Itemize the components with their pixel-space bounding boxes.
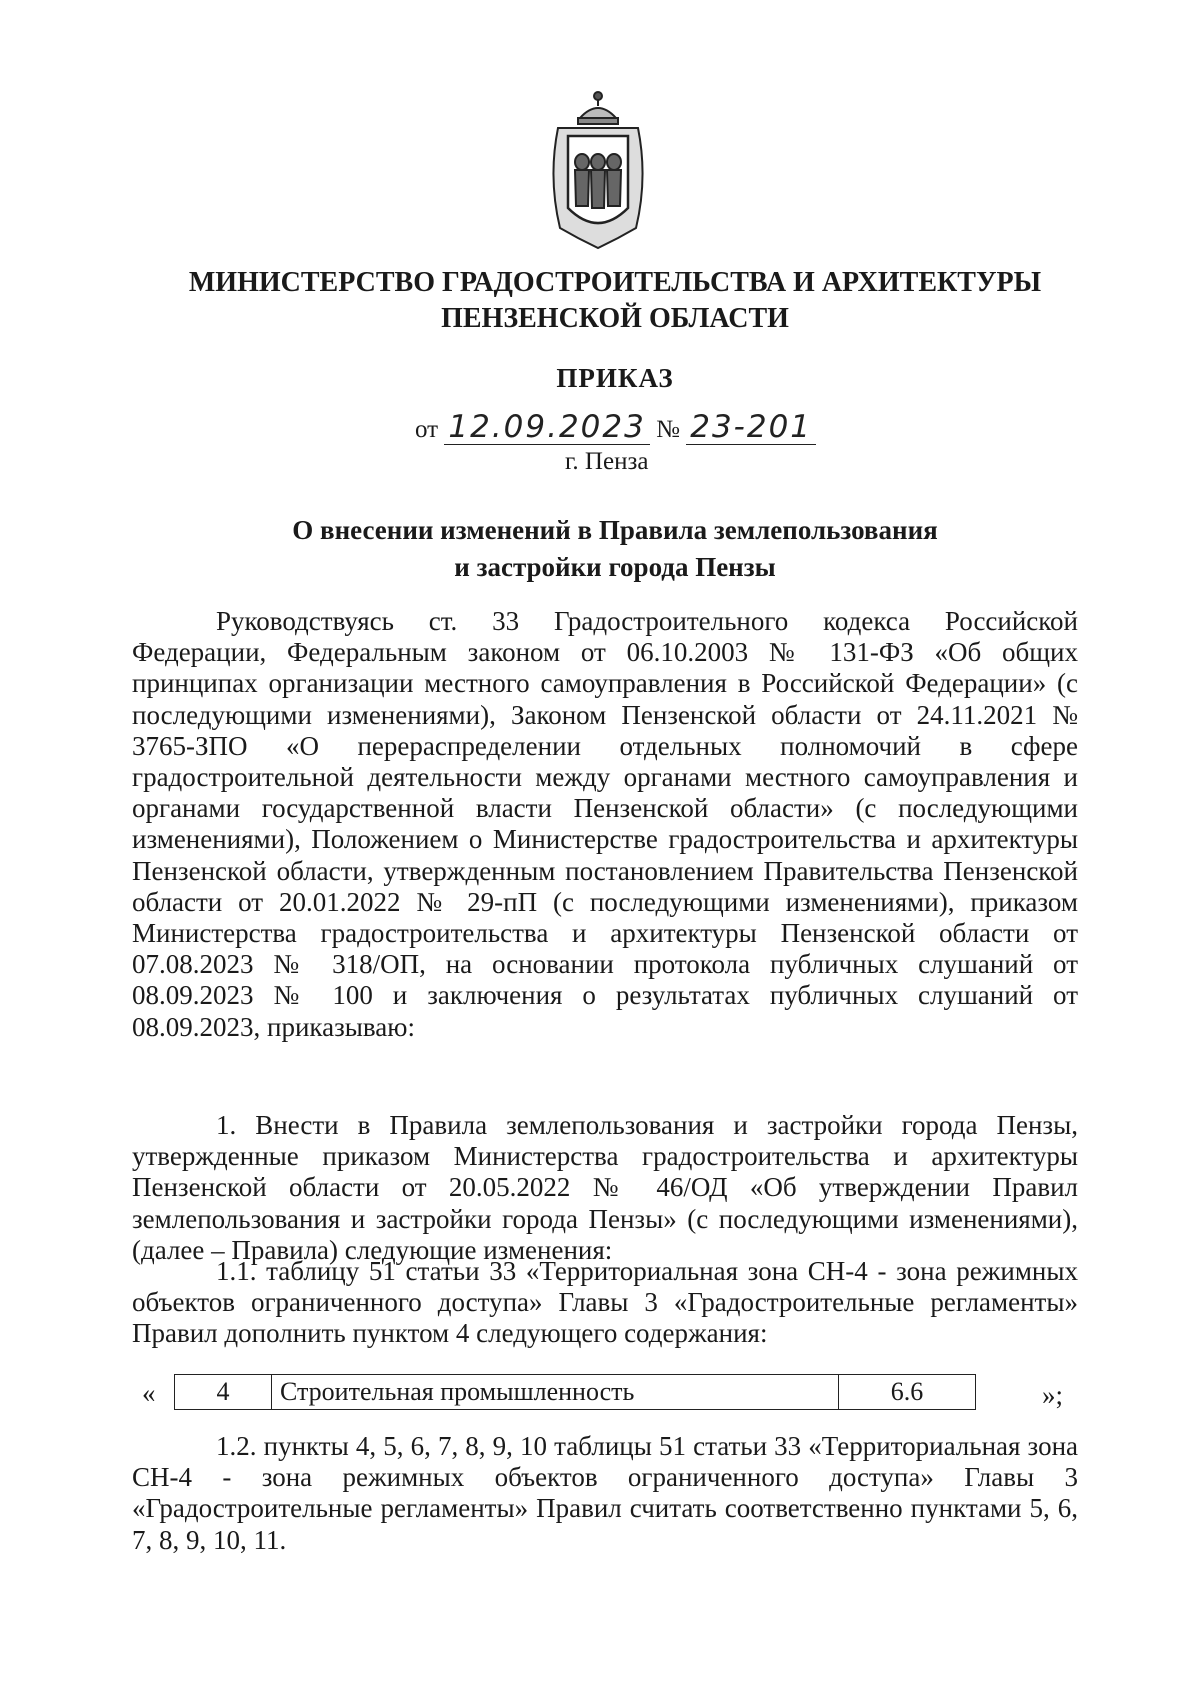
order-subject xyxy=(150,512,1080,586)
row-code-cell: 6.6 xyxy=(839,1375,976,1410)
order-date-handwritten: 12.09.2023 xyxy=(444,410,650,445)
number-prefix: № xyxy=(656,416,680,443)
order-city: г. Пенза xyxy=(565,448,649,475)
closing-quote: »; xyxy=(1042,1380,1064,1410)
preamble-paragraph: Руководствуясь ст. 33 Градостроительного кодекса Российской Федерации, Федеральным законом от 06.10.2003 № 131-ФЗ «Об общих принципах организации местного самоуправления в Российской Федерации» (с последующими изменениями), Законом Пензенской области от 24.11.2021 № 3765-ЗПО «О перераспределении отдельных полномочий в сфере градостроительной деятельности между органами местного самоуправления и органами государственной власти Пензенской области» (с последующими изменениями), Положением о Министерстве градостроительства и архитектуры Пензенской области, утвержденным постановлением Правительства Пензенской области от 20.01.2022 № 29-пП (с последующими изменениями), приказом Министерства градостроительства и архитектуры Пензенской области от 07.08.2023 № 318/ОП, на основании протокола публичных слушаний от 08.09.2023 № 100 и заключения о результатах публичных слушаний от 08.09.2023, приказываю: xyxy=(132,606,1078,1042)
row-number-cell: 4 xyxy=(175,1375,272,1410)
document-type-title: ПРИКАЗ xyxy=(556,363,674,393)
item-1-2-paragraph: 1.2. пункты 4, 5, 6, 7, 8, 9, 10 таблицы 51 статьи 33 «Территориальная зона СН-4 - зона режимных объектов ограниченного доступа» Главы 3 «Градостроительные регламенты» Правил считать соответственно пунктами 5, 6, 7, 8, 9, 10, 11. xyxy=(132,1431,1078,1555)
item-1-paragraph: 1. Внести в Правила землепользования и застройки города Пензы, утвержденные приказом Министерства градостроительства и архитектуры Пензенской области от 20.05.2022 № 46/ОД «Об утверждении Правил землепользования и застройки города Пензы» (с последующими изменениями), (далее – Правила) следующие изменения: xyxy=(132,1110,1078,1265)
row-name-cell: Строительная промышленность xyxy=(272,1375,839,1410)
order-number-handwritten: 23-201 xyxy=(686,410,816,445)
item-1-1-paragraph: 1.1. таблицу 51 статьи 33 «Территориальная зона СН-4 - зона режимных объектов ограниченного доступа» Главы 3 «Градостроительные регламенты» Правил дополнить пунктом 4 следующего содержания: xyxy=(132,1256,1078,1349)
ministry-line-1: МИНИСТЕРСТВО ГРАДОСТРОИТЕЛЬСТВА И АРХИТЕКТУРЫ xyxy=(188,267,1042,298)
ministry-line-2: ПЕНЗЕНСКОЙ ОБЛАСТИ xyxy=(441,303,789,334)
subject-line-2: и застройки города Пензы xyxy=(454,552,776,582)
date-prefix: от xyxy=(415,416,439,443)
coat-of-arms-icon xyxy=(538,88,658,256)
inserted-table-row xyxy=(132,1374,1078,1414)
order-date-number-line xyxy=(415,410,816,445)
opening-quote: « xyxy=(142,1378,156,1408)
subject-line-1: О внесении изменений в Правила землепользования xyxy=(292,515,938,545)
ministry-name xyxy=(150,265,1080,337)
inserted-table xyxy=(174,1374,976,1410)
table-row xyxy=(175,1375,976,1410)
